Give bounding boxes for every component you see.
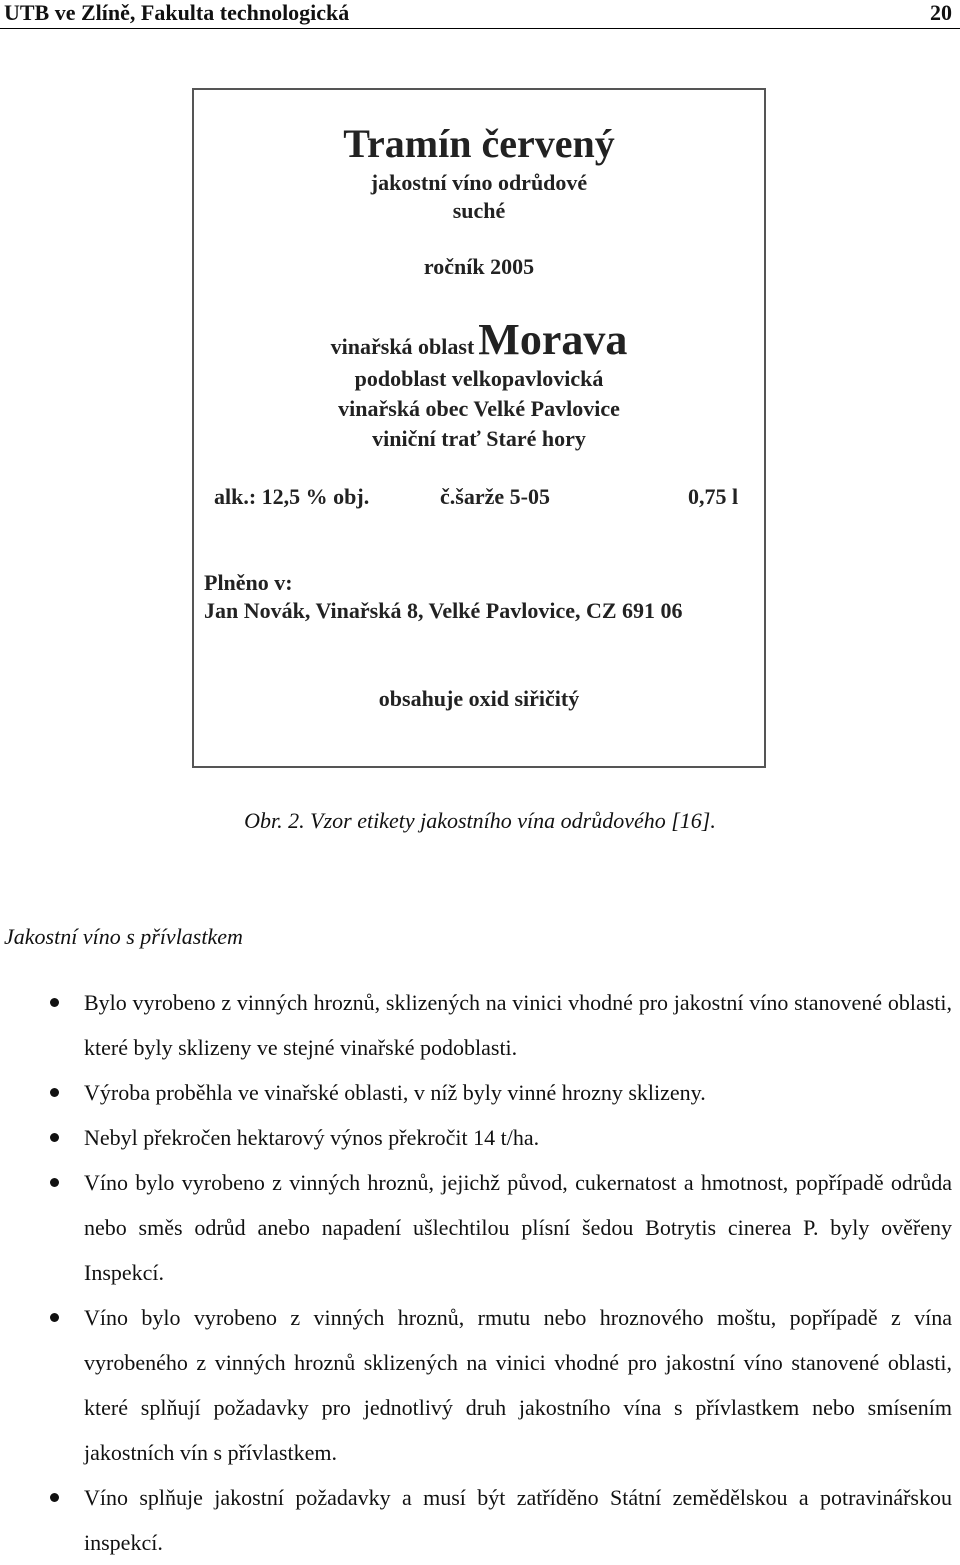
list-item bbox=[84, 1070, 952, 1115]
label-region-prefix: vinařská oblast bbox=[330, 334, 475, 359]
list-item-text: Víno bylo vyrobeno z vinných hroznů, jejichž původ, cukernatost a hmotnost, popřípadě odrůda nebo směs odrůd anebo napadení ušlechtilou plísní šedou Botrytis cinerea P. byly ověřeny Inspekcí. bbox=[84, 1170, 952, 1285]
list-item bbox=[84, 1115, 952, 1160]
bullet-icon bbox=[50, 1493, 59, 1502]
label-address: Jan Novák, Vinařská 8, Velké Pavlovice, CZ 691 06 bbox=[204, 598, 683, 623]
list-item-text: Víno splňuje jakostní požadavky a musí být zatříděno Státní zemědělskou a potravinářskou inspekcí. bbox=[84, 1485, 952, 1555]
header-title: UTB ve Zlíně, Fakulta technologická bbox=[4, 0, 350, 25]
label-quality: jakostní víno odrůdové bbox=[370, 170, 588, 195]
label-vineyard: viniční trať Staré hory bbox=[372, 426, 586, 451]
label-wine-name: Tramín červený bbox=[343, 121, 615, 166]
label-alcohol: alk.: 12,5 % obj. bbox=[214, 484, 370, 509]
bullet-icon bbox=[50, 1088, 59, 1097]
bullet-icon bbox=[50, 1313, 59, 1322]
label-volume: 0,75 l bbox=[688, 484, 739, 509]
section-heading: Jakostní víno s přívlastkem bbox=[4, 924, 243, 949]
wine-label-image bbox=[192, 88, 766, 768]
label-region: Morava bbox=[478, 315, 628, 364]
bullet-list bbox=[84, 980, 952, 1565]
bullet-icon bbox=[50, 998, 59, 1007]
label-sulfites: obsahuje oxid siřičitý bbox=[378, 686, 580, 711]
list-item bbox=[84, 980, 952, 1070]
list-item bbox=[84, 1475, 952, 1565]
page-header bbox=[0, 0, 960, 29]
figure-caption: Obr. 2. Vzor etikety jakostního vína odrůdového [16]. bbox=[244, 808, 716, 833]
label-region-row bbox=[194, 314, 764, 365]
list-item-text: Víno bylo vyrobeno z vinných hroznů, rmutu nebo hroznového moštu, popřípadě z vína vyrobeného z vinných hroznů sklizených na vinici vhodné pro jakostní víno stanovené oblasti, které splňují požadavky pro jednotlivý druh jakostního vína s přívlastkem nebo smísením jakostních vín s přívlastkem. bbox=[84, 1305, 952, 1465]
list-item-text: Bylo vyrobeno z vinných hroznů, sklizených na vinici vhodné pro jakostní víno stanovené oblasti, které byly sklizeny ve stejné vinařské podoblasti. bbox=[84, 990, 952, 1060]
page-number: 20 bbox=[930, 0, 952, 25]
bullet-icon bbox=[50, 1133, 59, 1142]
label-subregion: podoblast velkopavlovická bbox=[354, 366, 604, 391]
list-item bbox=[84, 1295, 952, 1475]
list-item bbox=[84, 1160, 952, 1295]
bullet-icon bbox=[50, 1178, 59, 1187]
label-sweetness: suché bbox=[452, 198, 506, 223]
label-filled-by: Plněno v: bbox=[204, 570, 293, 595]
label-village: vinařská obec Velké Pavlovice bbox=[338, 396, 620, 421]
list-item-text: Výroba proběhla ve vinařské oblasti, v níž byly vinné hrozny sklizeny. bbox=[84, 1080, 706, 1105]
list-item-text: Nebyl překročen hektarový výnos překročit 14 t/ha. bbox=[84, 1125, 540, 1150]
label-batch: č.šarže 5-05 bbox=[440, 484, 550, 509]
label-vintage: ročník 2005 bbox=[423, 254, 535, 279]
